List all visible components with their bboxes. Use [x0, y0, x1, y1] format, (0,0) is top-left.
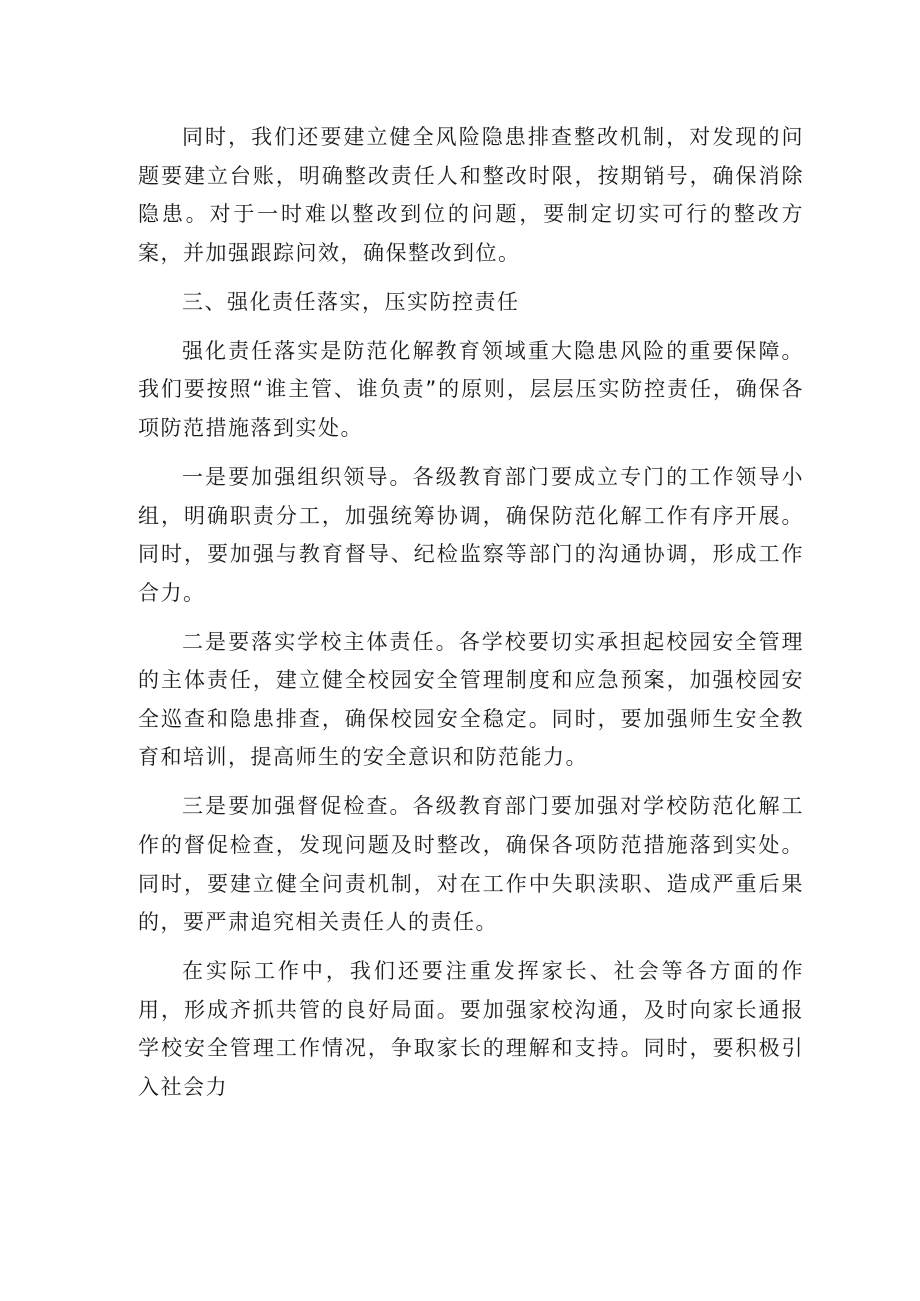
paragraph-school-responsibility: 二是要落实学校主体责任。各学校要切实承担起校园安全管理的主体责任，建立健全校园安全管理制度和应急预案，加强校园安全巡查和隐患排查，确保校园安全稳定。同时，要加强师生安全教育和培训，提高师生的安全意识和防范能力。 — [138, 629, 804, 770]
paragraph-rectification-mechanism: 同时，我们还要建立健全风险隐患排查整改机制，对发现的问题要建立台账，明确整改责任人和整改时限，按期销号，确保消除隐患。对于一时难以整改到位的问题，要制定切实可行的整改方案，并加强跟踪问效，确保整改到位。 — [138, 125, 804, 265]
paragraph-organization-leadership: 一是要加强组织领导。各级教育部门要成立专门的工作领导小组，明确职责分工，加强统筹协调，确保防范化解工作有序开展。同时，要加强与教育督导、纪检监察等部门的沟通协调，形成工作合力。 — [138, 464, 804, 605]
document-body — [138, 118, 804, 1117]
paragraph-family-society: 在实际工作中，我们还要注重发挥家长、社会等各方面的作用，形成齐抓共管的良好局面。要加强家校沟通，及时向家长通报学校安全管理工作情况，争取家长的理解和支持。同时，要积极引入社会力 — [138, 959, 804, 1099]
paragraph-responsibility-intro: 强化责任落实是防范化解教育领域重大隐患风险的重要保障。我们要按照“谁主管、谁负责”的原则，层层压实防控责任，确保各项防范措施落到实处。 — [138, 338, 804, 440]
paragraph-supervision-inspection: 三是要加强督促检查。各级教育部门要加强对学校防范化解工作的督促检查，发现问题及时整改，确保各项防范措施落到实处。同时，要建立健全问责机制，对在工作中失职渎职、造成严重后果的，要严肃追究相关责任人的责任。 — [138, 794, 804, 935]
section-heading-responsibility: 三、强化责任落实，压实防控责任 — [182, 289, 520, 314]
